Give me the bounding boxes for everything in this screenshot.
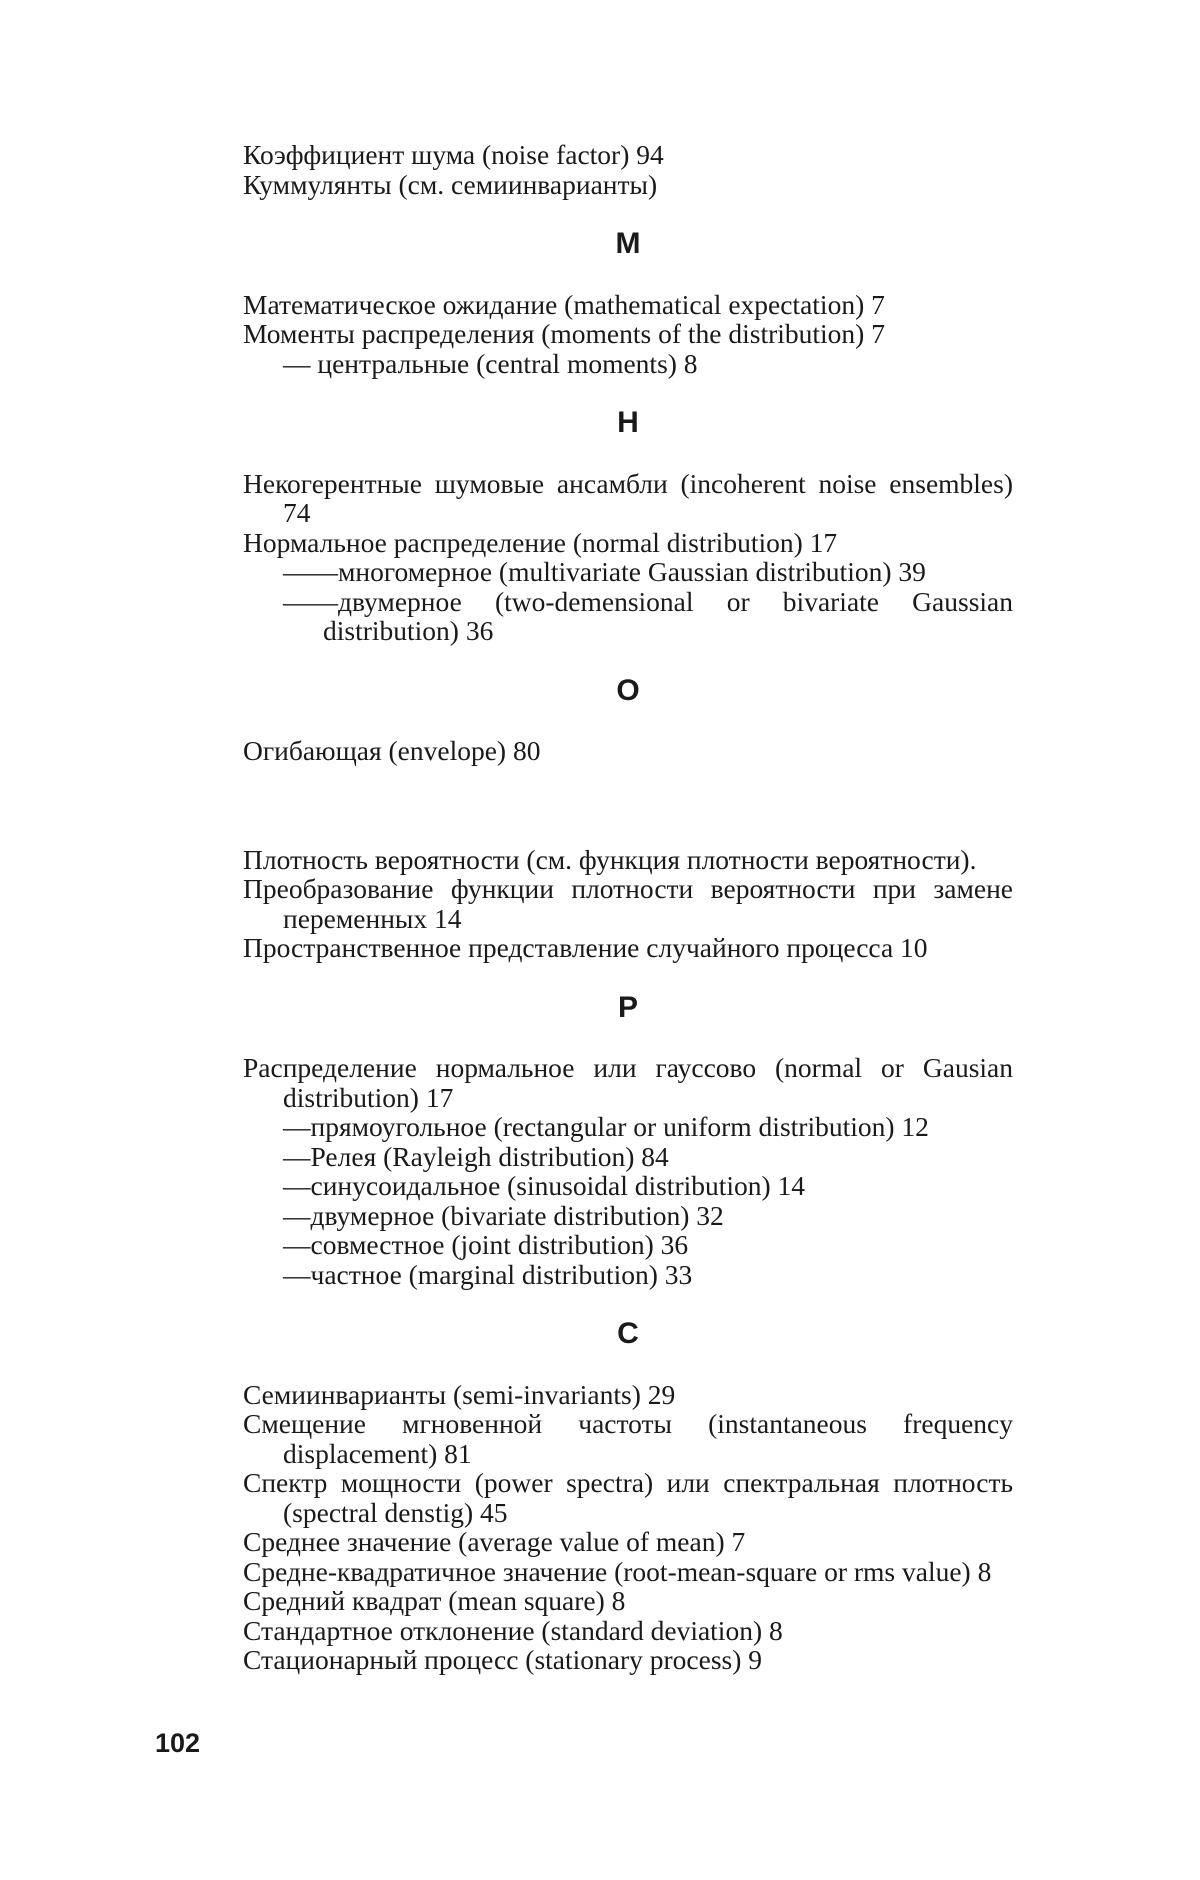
index-subentry: —Релея (Rayleigh distribution) 84 — [243, 1142, 1013, 1172]
subject-index — [243, 140, 1013, 1675]
index-subentry: —прямоугольное (rectangular or uniform distribution) 12 — [243, 1112, 1013, 1142]
section-letter: О — [243, 676, 1013, 706]
index-entry: Стандартное отклонение (standard deviation) 8 — [243, 1616, 1013, 1646]
section-letter: М — [243, 229, 1013, 259]
index-entry: Среднее значение (average value of mean) 7 — [243, 1527, 1013, 1557]
index-subentry: ——двумерное (two-demensional or bivariate Gaussian distribution) 36 — [243, 587, 1013, 646]
index-entry: Куммулянты (см. семиинварианты) — [243, 170, 1013, 200]
section-gap — [243, 766, 1013, 845]
index-subentry: —синусоидальное (sinusoidal distribution) 14 — [243, 1171, 1013, 1201]
page-number: 102 — [155, 1728, 200, 1759]
index-entry: Спектр мощности (power spectra) или спектральная плотность (spectral denstig) 45 — [243, 1468, 1013, 1527]
index-entry: Смещение мгновенной частоты (instantaneous frequency displacement) 81 — [243, 1409, 1013, 1468]
section-letter: С — [243, 1319, 1013, 1349]
index-entry: Преобразование функции плотности вероятности при замене переменных 14 — [243, 874, 1013, 933]
index-entry: Огибающая (envelope) 80 — [243, 736, 1013, 766]
index-entry: Средний квадрат (mean square) 8 — [243, 1586, 1013, 1616]
index-subentry: —двумерное (bivariate distribution) 32 — [243, 1201, 1013, 1231]
index-entry: Семиинварианты (semi-invariants) 29 — [243, 1380, 1013, 1410]
index-entry: Моменты распределения (moments of the distribution) 7 — [243, 319, 1013, 349]
index-entry: Нормальное распределение (normal distribution) 17 — [243, 528, 1013, 558]
section-letter: Р — [243, 993, 1013, 1023]
index-entry: Пространственное представление случайного процесса 10 — [243, 933, 1013, 963]
index-entry: Стационарный процесс (stationary process) 9 — [243, 1645, 1013, 1675]
index-entry: Распределение нормальное или гауссово (normal or Gausian distribution) 17 — [243, 1053, 1013, 1112]
index-entry: Коэффициент шума (noise factor) 94 — [243, 140, 1013, 170]
index-entry: Некогерентные шумовые ансамбли (incoherent noise ensembles) 74 — [243, 469, 1013, 528]
index-subentry: — центральные (central moments) 8 — [243, 349, 1013, 379]
index-entry: Средне-квадратичное значение (root-mean-square or rms value) 8 — [243, 1557, 1013, 1587]
index-entry: Математическое ожидание (mathematical expectation) 7 — [243, 290, 1013, 320]
index-subentry: —частное (marginal distribution) 33 — [243, 1260, 1013, 1290]
index-subentry: ——многомерное (multivariate Gaussian distribution) 39 — [243, 557, 1013, 587]
index-entry: Плотность вероятности (см. функция плотности вероятности). — [243, 845, 1013, 875]
section-letter: Н — [243, 408, 1013, 438]
index-subentry: —совместное (joint distribution) 36 — [243, 1230, 1013, 1260]
